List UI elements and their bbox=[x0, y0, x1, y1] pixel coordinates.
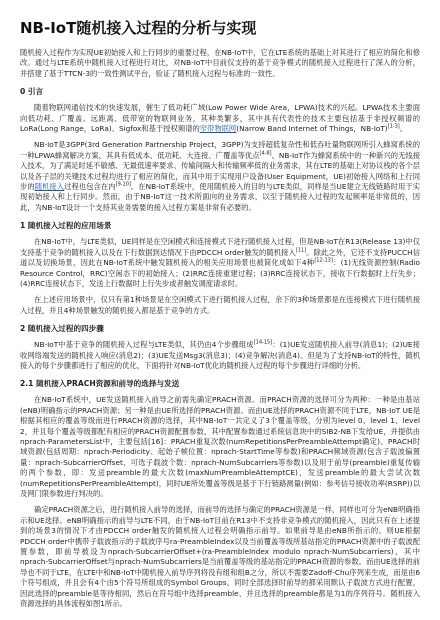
section-heading-1: 1 随机接入过程的应用场景 bbox=[20, 221, 112, 231]
nbiot-link[interactable]: 窄带物联网 bbox=[199, 124, 237, 134]
abstract-paragraph: 随机接入过程作为实现UE初始接入和上行同步的重要过程，在NB-IoT中，它在LTE系统的基础上对其进行了相应的简化和修改。通过与LTE系统中随机接入过程进行对比，对NB-IoT中目前仅支持的基于竞争模式的随机接入过程进行了深入的分析，并搭建了基于TTCN-3的一致性测试平台，验证了随机接入过程与标准的一致性。 bbox=[20, 48, 420, 78]
section1-paragraph-1: 在NB-IoT中，与LTE类似，UE同样是在空闲模式和连接模式下进行随机接入过程，但是NB-IoT在R13(Release 13)中仅支持基于竞争的随机接入以及在下行数据到达情况下由PDCCH order触发的随机接入[11]。除此之外，它还不支持PUCCH信道以及切换场景，因此在NB-IoT系统中触发随机接入的相关应用场景也被简化成如下4种[12-13]：(1)无线资源控制(Radio Resource Control，RRC)空闲态下的初始接入；(2)RRC连接重建过程；(3)RRC连接状态下，接收下行数据时上行失步；(4)RRC连接状态下，发送上行数据时上行失步或者触发调度请求时。 bbox=[20, 237, 421, 288]
intro-paragraph-2: NB-IoT是3GPP(3rd Generation Partnership Project，3GPP)为支持超低复杂性和低吞吐量物联网所引入蜂窝系统的一种LPWA蜂窝解决方案，其具有低成本、低功耗、大连接、广覆盖等优点[4-8]。NB-IoT作为蜂窝系统中的一种新兴的无线接入技术，为了满足时延不敏感、无最低速率要求、传输间隔大和传输频率低的业务需求，其在LTE的基础上对协议栈的各个层以及各子层的关键技术过程均进行了相应的简化，而其中用于实现用户设备(User Equipment，UE)初始接入网络和上行同步的随机接入过程也包含在内[9-10]。在NB-IoT系统中，使用随机接入的目的与LTE类似，同样是当UE建立无线链路时用于实现初始接入和上行同步。然而，由于NB-IoT这一技术所面向的业务需求，以至于随机接入过程的发起频率是非常低的，因此，为NB-IoT设计一个支持其业务需要的接入过程方案是非常有必要的。 bbox=[20, 140, 421, 212]
section21-paragraph-2: 确定PRACH资源之后，进行随机接入前导的选择，而前导的选择与确定的PRACH资源是一样，同样也可分为eNB明确指示和UE选择。eNB明确指示的前导与LTE不同，由于NB-IoT目前在R13中不支持非竞争模式的随机接入，因此只有在上述提到的场景3的情况下才由PDCCH order触发的随机接入过程会明确指示前导。如果前导是由eNB所指示的，则UE根据PDCCH order中携带子载波指示的子载波序号ra-PreambleIndex以及当前覆盖等级所基站指定的PRACH资源中的子载波配置参数，即前导被设为nprach-SubcarrierOffset+(ra-PreambleIndex modulo nprach-NumSubcarriers)，其中nprach-SubcarrierOffset与nprach-NumSubcarriers是当前覆盖等级的基站指定的PRACH资源的参数。而由UE选择的前导也不同于LTE，在LTE中和NB-IoT中随机接入前导序列将没有组和组B之分，所以不需要Zadoff-Chu序列来生成，而是由6个符号组成，并且会有4个由5个符号所组成的Symbol Groups，同时全部选择时前导的都采用默认子载波方式进行配置，因此选择的preamble是等待相同，然后在符号组中选择preamble，并且选择的preamble都是为1的序列符号。随机接入资源选择的具体流程如图1所示。 bbox=[20, 505, 420, 609]
section-heading-2: 2 随机接入过程的四步骤 bbox=[20, 324, 104, 334]
section-heading-2-1: 2.1 随机接入PRACH资源和前导的选择与发送 bbox=[20, 379, 180, 389]
section21-paragraph-1: 在NB-IoT系统中，UE发送随机接入前导之前需先确定PRACH资源。而PRACH资源的选择可分为两种：一种是由基站(eNB)明确指示的PRACH资源；另一种是由UE所选择的PRACH资源。而由UE选择的PRACH资源不同于LTE，NB-IoT UE是根据其相应的覆盖等级而进行PRACH资源的选择，其中NB-IoT一共定义了3个覆盖等级，分别为level 0、level 1、level 2，并且每个覆盖等级都配有相应的PRACH资源配置参数，其中配置参数通过系统信息块中的SIB2-NB下发给UE，并提供由nprach-ParametersList中，主要包括[16]：PRACH重复次数(numRepetitionsPerPreambleAttempt确定)、PRACH时域资源(包括周期：nprach-Periodicity、起始子帧位置：nprach-StartTime等参数)和PRACH频域资源(包含子载波偏置量：nprach-SubcarrierOffset、可选子载波个数：nprach-NumSubcarriers等参数)以及用于前导(preamble)重复传输的两个参数，即：发送preamble的最大次数(maxNumPreambleAttemptCE)，发送preamble的最大尝试次数(numRepetitionsPerPreambleAttempt)，同时UE所处覆盖等级是基于下行链路测量(例如：参考信号接收功率(RSRP))以及网门限参数进行判决的。 bbox=[20, 395, 420, 498]
intro-paragraph-1: 随着物联网通信技术的快速发展，催生了低功耗广域(Low Power Wide Area，LPWA)技术的兴起。LPWA技术主要面向低功耗、广覆盖、远距离、低带宽的物联网业务，其种类繁多，其中具有代表性的技术主要包括基于非授权频谱的LoRa(Long Range，LoRa)、Sigfox和基于授权频谱的窄带物联网(Narrow Band Internet of Things，NB-IoT)[1-3]。 bbox=[20, 103, 420, 134]
section-heading-intro: 0 引言 bbox=[20, 87, 44, 97]
section2-paragraph-1: NB-IoT中基于竞争的随机接入过程与LTE类似，其仍由4个步骤组成[14-15]：(1)UE发送随机接入前导(消息1)；(2)UE接收网络端发送的随机接入响应(消息2)；(3)UE发送Msg3(消息3)；(4)竞争解决(消息4)。但是为了支持NB-IoT的特性，随机接入的每个步骤都进行了相应的优化，下面将针对NB-IoT优化的随机接入过程的每个步骤进行详细的分析。 bbox=[20, 339, 420, 370]
page-title: NB-IoT随机接入过程的分析与实现 bbox=[20, 19, 257, 37]
section1-paragraph-2: 在上述应用场景中，仅只有第1种场景是在空闲模式下进行随机接入过程，余下的3种场景都是在连接模式下进行随机接入过程，并且4种场景触发的随机接入都是基于竞争的方式。 bbox=[20, 295, 420, 315]
random-access-link[interactable]: 随机接入 bbox=[34, 182, 65, 192]
